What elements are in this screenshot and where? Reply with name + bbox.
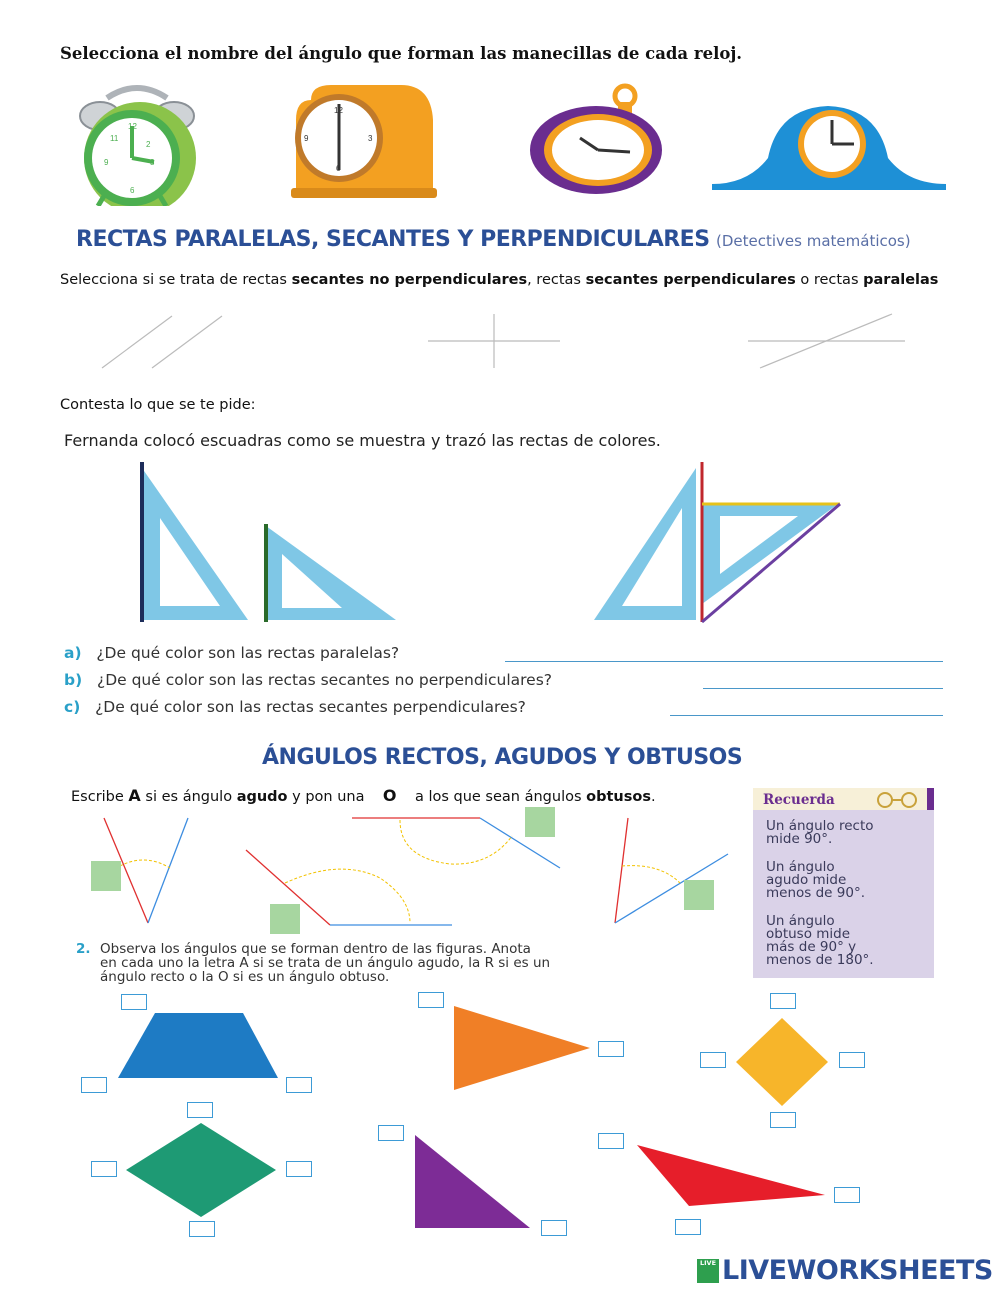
recuerda-line: menos de 90°. bbox=[766, 885, 865, 901]
section-title-rectas: RECTAS PARALELAS, SECANTES Y PERPENDICULARES bbox=[76, 227, 710, 252]
instruction-text: Escribe bbox=[71, 789, 129, 805]
recuerda-line: menos de 180°. bbox=[766, 952, 874, 968]
lines-diagram bbox=[0, 300, 1000, 380]
recuerda-line: Un ángulo bbox=[766, 859, 835, 875]
shape-answer-box[interactable] bbox=[81, 1077, 107, 1093]
shape-answer-box[interactable] bbox=[598, 1133, 624, 1149]
recuerda-line: agudo mide bbox=[766, 872, 847, 888]
question-a bbox=[64, 644, 399, 662]
shape-answer-box[interactable] bbox=[839, 1052, 865, 1068]
green-rhombus-shape bbox=[126, 1123, 276, 1217]
section-title-angulos: ÁNGULOS RECTOS, AGUDOS Y OBTUSOS bbox=[262, 745, 743, 770]
question-b bbox=[64, 671, 552, 689]
instruction-text: y pon una bbox=[292, 789, 370, 805]
red-triangle-shape bbox=[637, 1145, 825, 1206]
mantel-clock-image bbox=[708, 98, 950, 190]
set-squares-figure bbox=[130, 458, 850, 628]
glasses-icon bbox=[871, 791, 927, 809]
shape-answer-box[interactable] bbox=[187, 1102, 213, 1118]
clock-number: 12 bbox=[128, 122, 137, 131]
fernanda-text: Fernanda colocó escuadras como se muestra y trazó las rectas de colores. bbox=[64, 431, 661, 450]
recuerda-line: Un ángulo recto bbox=[766, 818, 874, 834]
parallel-lines bbox=[102, 316, 222, 368]
answer-line-a[interactable] bbox=[505, 643, 943, 662]
shape-answer-box[interactable] bbox=[770, 1112, 796, 1128]
recuerda-line: mide 90°. bbox=[766, 831, 833, 847]
shape-answer-box[interactable] bbox=[286, 1077, 312, 1093]
logo-badge: LIVE bbox=[697, 1259, 719, 1283]
instruction-bold: O bbox=[382, 786, 397, 805]
secant-lines bbox=[748, 314, 905, 368]
instruction-bold: paralelas bbox=[863, 272, 939, 288]
shape-answer-box[interactable] bbox=[700, 1052, 726, 1068]
instruction-bold: secantes perpendiculares bbox=[585, 272, 796, 288]
answer-line-c[interactable] bbox=[670, 697, 943, 716]
shape-answer-box[interactable] bbox=[189, 1221, 215, 1237]
instruction-bold: A bbox=[128, 786, 141, 805]
question-letter: a) bbox=[64, 644, 82, 662]
alarm-clock-image bbox=[62, 78, 212, 206]
clock-number: 9 bbox=[104, 158, 109, 167]
question-text: ¿De qué color son las rectas secantes perpendiculares? bbox=[95, 698, 526, 716]
contesta-prompt: Contesta lo que se te pide: bbox=[60, 397, 256, 413]
shape-answer-box[interactable] bbox=[121, 994, 147, 1010]
shape-answer-box[interactable] bbox=[378, 1125, 404, 1141]
trapezoid-shape bbox=[118, 1013, 278, 1078]
liveworksheets-logo[interactable]: LIVEWORKSHEETS bbox=[722, 1255, 993, 1286]
shape-answer-box[interactable] bbox=[598, 1041, 624, 1057]
answer-box-angle-4[interactable] bbox=[684, 880, 714, 910]
instruction-bold: secantes no perpendiculares bbox=[291, 272, 528, 288]
clock-number: 6 bbox=[130, 186, 135, 195]
instruction-bold: obtusos bbox=[586, 789, 651, 805]
question-text: ¿De qué color son las rectas paralelas? bbox=[96, 644, 400, 662]
clock-number: 12 bbox=[334, 106, 343, 115]
exercise-2-line: en cada uno la letra A si se trata de un ángulo agudo, la R si es un bbox=[100, 955, 551, 971]
yellow-rhombus-shape bbox=[736, 1018, 828, 1106]
orange-clock-image bbox=[291, 80, 437, 198]
clocks-instruction: Selecciona el nombre del ángulo que forman las manecillas de cada reloj. bbox=[60, 44, 743, 63]
exercise-2-number: 2. bbox=[76, 941, 91, 957]
instruction-text: , rectas bbox=[527, 272, 586, 288]
clock-number: 2 bbox=[146, 140, 151, 149]
orange-triangle-shape bbox=[454, 1006, 590, 1090]
clock-number: 3 bbox=[368, 134, 373, 143]
clock-number: 3 bbox=[150, 158, 155, 167]
instruction-text: . bbox=[650, 789, 656, 805]
answer-box-angle-1[interactable] bbox=[91, 861, 121, 891]
instruction-bold: agudo bbox=[236, 789, 288, 805]
shape-answer-box[interactable] bbox=[286, 1161, 312, 1177]
pocket-watch-image bbox=[530, 82, 666, 194]
rectas-instruction bbox=[60, 272, 938, 288]
answer-line-b[interactable] bbox=[703, 670, 943, 689]
perpendicular-lines bbox=[428, 314, 560, 368]
instruction-text: a los que sean ángulos bbox=[410, 789, 587, 805]
question-letter: b) bbox=[64, 671, 83, 689]
angulos-instruction bbox=[71, 786, 656, 805]
shape-answer-box[interactable] bbox=[418, 992, 444, 1008]
shape-answer-box[interactable] bbox=[541, 1220, 567, 1236]
recuerda-accent bbox=[927, 788, 934, 810]
clock-number: 6 bbox=[336, 164, 341, 173]
clock-number: 9 bbox=[304, 134, 309, 143]
question-c bbox=[64, 698, 526, 716]
recuerda-title: Recuerda bbox=[763, 792, 835, 808]
instruction-text: o rectas bbox=[795, 272, 864, 288]
exercise-2-line: Observa los ángulos que se forman dentro de las figuras. Anota bbox=[100, 941, 531, 957]
shape-answer-box[interactable] bbox=[91, 1161, 117, 1177]
instruction-text: Selecciona si se trata de rectas bbox=[60, 272, 292, 288]
recuerda-line: obtuso mide bbox=[766, 926, 851, 942]
section-subtitle: (Detectives matemáticos) bbox=[716, 232, 911, 250]
instruction-text: si es ángulo bbox=[145, 789, 237, 805]
recuerda-box bbox=[753, 788, 934, 978]
shape-answer-box[interactable] bbox=[834, 1187, 860, 1203]
answer-box-angle-2[interactable] bbox=[270, 904, 300, 934]
clock-number: 11 bbox=[110, 134, 119, 143]
question-letter: c) bbox=[64, 698, 81, 716]
recuerda-line: más de 90° y bbox=[766, 939, 857, 955]
question-text: ¿De qué color son las rectas secantes no perpendiculares? bbox=[96, 671, 553, 689]
answer-box-angle-3[interactable] bbox=[525, 807, 555, 837]
exercise-2-line: ángulo recto o la O si es un ángulo obtuso. bbox=[100, 969, 390, 985]
shape-answer-box[interactable] bbox=[675, 1219, 701, 1235]
recuerda-line: Un ángulo bbox=[766, 913, 835, 929]
shape-answer-box[interactable] bbox=[770, 993, 796, 1009]
purple-triangle-shape bbox=[415, 1135, 530, 1228]
